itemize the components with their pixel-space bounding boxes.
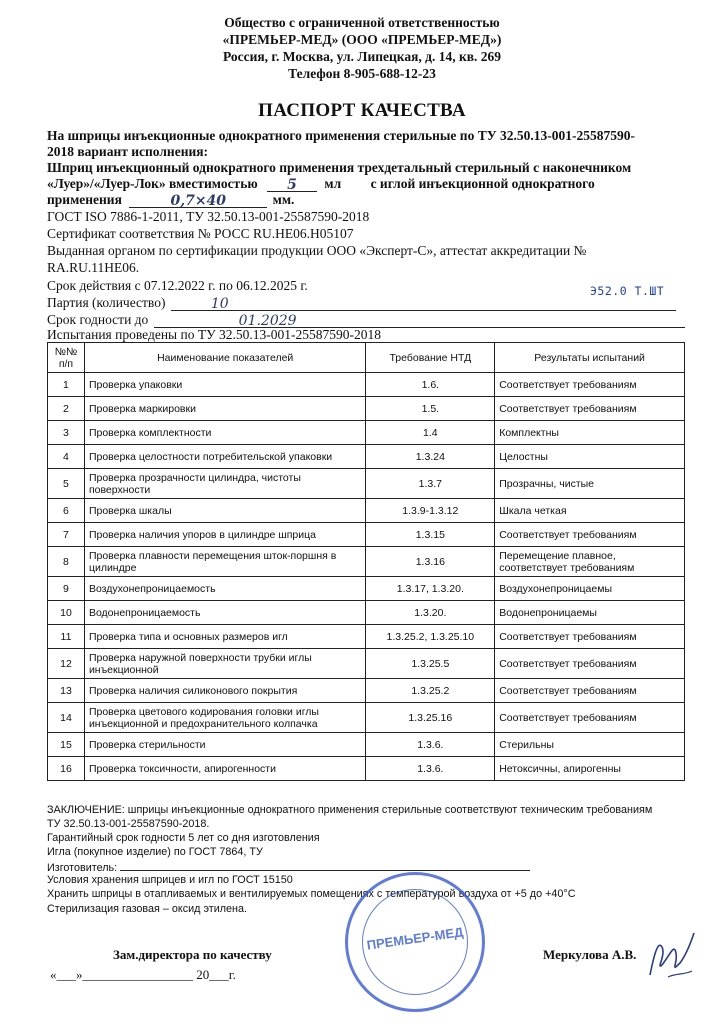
row-requirement: 1.3.6. [366,757,495,781]
row-result: Целостны [495,445,685,469]
expiry-line [47,312,685,328]
batch-line [47,295,676,311]
stamp-code: Э52.0 Т.ШТ [590,284,665,298]
signature-icon [640,925,700,985]
row-result: Соответствует требованиям [495,523,685,547]
batch-field [171,296,676,311]
row-name: Проверка типа и основных размеров игл [84,625,366,649]
signer-name: Меркулова А.В. [543,947,637,962]
needle-label: применения [47,192,122,207]
table-row [48,733,685,757]
validity-line: Срок действия с 07.12.2022 г. по 06.12.2025 г. [47,278,308,293]
row-result: Соответствует требованиям [495,625,685,649]
table-row [48,397,685,421]
row-name: Проверка прозрачности цилиндра, чистоты поверхности [84,469,366,499]
row-result: Водонепроницаемы [495,601,685,625]
row-requirement: 1.5. [366,397,495,421]
volume-field [267,177,317,192]
row-number: 12 [48,649,85,679]
intro-line-2: 2018 вариант исполнения: [47,144,209,159]
row-number: 10 [48,601,85,625]
row-result: Шкала четкая [495,499,685,523]
row-requirement: 1.3.16 [366,547,495,577]
table-body [48,373,685,781]
row-number: 14 [48,703,85,733]
row-requirement: 1.6. [366,373,495,397]
needle-gost-line: Игла (покупное изделие) по ГОСТ 7864, ТУ [47,846,263,858]
issued-line-1: Выданная органом по сертификации продукции ООО «Эксперт-С», аттестат аккредитации № [47,243,587,258]
gost-line: ГОСТ ISO 7886-1-2011, ТУ 32.50.13-001-25587590-2018 [47,209,370,224]
row-result: Комплектны [495,421,685,445]
org-short-name: «ПРЕМЬЕР-МЕД» (ООО «ПРЕМЬЕР-МЕД») [222,32,502,47]
table-row [48,625,685,649]
row-requirement: 1.3.24 [366,445,495,469]
row-result: Воздухонепроницаемы [495,577,685,601]
row-number: 16 [48,757,85,781]
row-requirement: 1.3.9-1.3.12 [366,499,495,523]
table-row [48,547,685,577]
row-number: 5 [48,469,85,499]
row-result: Соответствует требованиям [495,703,685,733]
conclusion-line-1: ЗАКЛЮЧЕНИЕ: шприцы инъекционные однократного применения стерильные соответствуют техническим требованиям [47,804,653,816]
row-name: Проверка токсичности, апирогенности [84,757,366,781]
volume-label: «Луер»/«Луер-Лок» вместимостью [47,176,258,191]
row-requirement: 1.3.25.2, 1.3.25.10 [366,625,495,649]
table-row [48,601,685,625]
row-name: Проверка наличия силиконового покрытия [84,679,366,703]
row-name: Проверка цветового кодирования головки иглы инъекционной и предохранительного колпачка [84,703,366,733]
table-header-row [48,343,685,373]
batch-handwritten: 10 [210,296,229,312]
signer-role: Зам.директора по качеству [113,947,272,962]
row-requirement: 1.3.6. [366,733,495,757]
volume-line [47,176,595,192]
row-requirement: 1.3.20. [366,601,495,625]
row-result: Стерильны [495,733,685,757]
row-number: 6 [48,499,85,523]
table-row [48,703,685,733]
storage-line: Условия хранения шприцев и игл по ГОСТ 15150 [47,874,293,886]
warranty-line: Гарантийный срок годности 5 лет со дня изготовления [47,832,320,844]
row-number: 13 [48,679,85,703]
row-requirement: 1.4 [366,421,495,445]
row-result: Соответствует требованиям [495,373,685,397]
row-result: Нетоксичны, апирогенны [495,757,685,781]
row-number: 7 [48,523,85,547]
table-row [48,649,685,679]
needle-line [47,192,294,208]
volume-unit: мл [324,176,342,191]
expiry-field [154,313,685,328]
row-name: Проверка упаковки [84,373,366,397]
row-result: Соответствует требованиям [495,649,685,679]
table-row [48,373,685,397]
needle-unit: мм. [272,192,295,207]
sign-date: «___»_________________ 20___г. [50,967,236,982]
intro-line-3: Шприц инъекционный однократного применения трехдетальный стерильный с наконечником [47,160,632,175]
row-requirement: 1.3.15 [366,523,495,547]
tests-line: Испытания проведены по ТУ 32.50.13-001-25587590-2018 [47,327,382,342]
sterilization-line: Стерилизация газовая – оксид этилена. [47,903,247,915]
table-row [48,523,685,547]
volume-needle-text: с иглой инъекционной однократного [370,176,595,191]
certificate-line: Сертификат соответствия № РОСС RU.HE06.H05107 [47,226,354,241]
expiry-label: Срок годности до [47,312,149,327]
row-number: 1 [48,373,85,397]
row-number: 4 [48,445,85,469]
header-name: Наименование показателей [84,343,366,373]
table-row [48,421,685,445]
row-name: Проверка стерильности [84,733,366,757]
company-seal [345,872,485,1012]
header-req: Требование НТД [366,343,495,373]
row-result: Соответствует требованиям [495,397,685,421]
row-number: 11 [48,625,85,649]
table-row [48,757,685,781]
row-requirement: 1.3.25.2 [366,679,495,703]
intro-line-1: На шприцы инъекционные однократного применения стерильные по ТУ 32.50.13-001-25587590- [47,128,635,143]
row-name: Проверка наружной поверхности трубки иглы инъекционной [84,649,366,679]
needle-handwritten: 0,7×40 [170,193,227,209]
row-result: Прозрачны, чистые [495,469,685,499]
manufacturer-field [120,860,530,871]
document-title: ПАСПОРТ КАЧЕСТВА [258,100,466,121]
row-name: Проверка маркировки [84,397,366,421]
table-row [48,577,685,601]
header-num: №№ п/п [48,343,85,373]
seal-center-text: ПРЕМЬЕР-МЕД [365,924,465,953]
row-name: Проверка плавности перемещения шток-поршня в цилиндре [84,547,366,577]
storage-conditions-line: Хранить шприцы в отапливаемых и вентилируемых помещениях с температурой воздуха от +5 до +40°С [47,888,576,900]
org-name: Общество с ограниченной ответственностью [224,15,500,30]
table-row [48,679,685,703]
row-requirement: 1.3.17, 1.3.20. [366,577,495,601]
row-name: Водонепроницаемость [84,601,366,625]
row-number: 15 [48,733,85,757]
row-name: Проверка шкалы [84,499,366,523]
row-name: Проверка целостности потребительской упаковки [84,445,366,469]
batch-label: Партия (количество) [47,295,166,310]
row-name: Воздухонепроницаемость [84,577,366,601]
org-address: Россия, г. Москва, ул. Липецкая, д. 14, кв. 269 [222,49,502,64]
row-requirement: 1.3.25.5 [366,649,495,679]
org-phone: Телефон 8-905-688-12-23 [288,66,436,81]
issued-line-2: RA.RU.11HE06. [47,260,140,275]
conclusion-line-2: ТУ 32.50.13-001-25587590-2018. [47,818,210,830]
expiry-handwritten: 01.2029 [238,313,297,329]
row-name: Проверка комплектности [84,421,366,445]
row-result: Перемещение плавное, соответствует требованиям [495,547,685,577]
volume-handwritten: 5 [287,177,297,193]
row-number: 3 [48,421,85,445]
manufacturer-label: Изготовитель: [47,862,118,874]
row-number: 8 [48,547,85,577]
row-number: 9 [48,577,85,601]
quality-table [47,342,685,781]
table-row [48,445,685,469]
table-row [48,469,685,499]
row-number: 2 [48,397,85,421]
row-requirement: 1.3.25.16 [366,703,495,733]
table-row [48,499,685,523]
header-res: Результаты испытаний [495,343,685,373]
row-name: Проверка наличия упоров в цилиндре шприца [84,523,366,547]
row-requirement: 1.3.7 [366,469,495,499]
row-result: Соответствует требованиям [495,679,685,703]
needle-field [129,193,267,208]
